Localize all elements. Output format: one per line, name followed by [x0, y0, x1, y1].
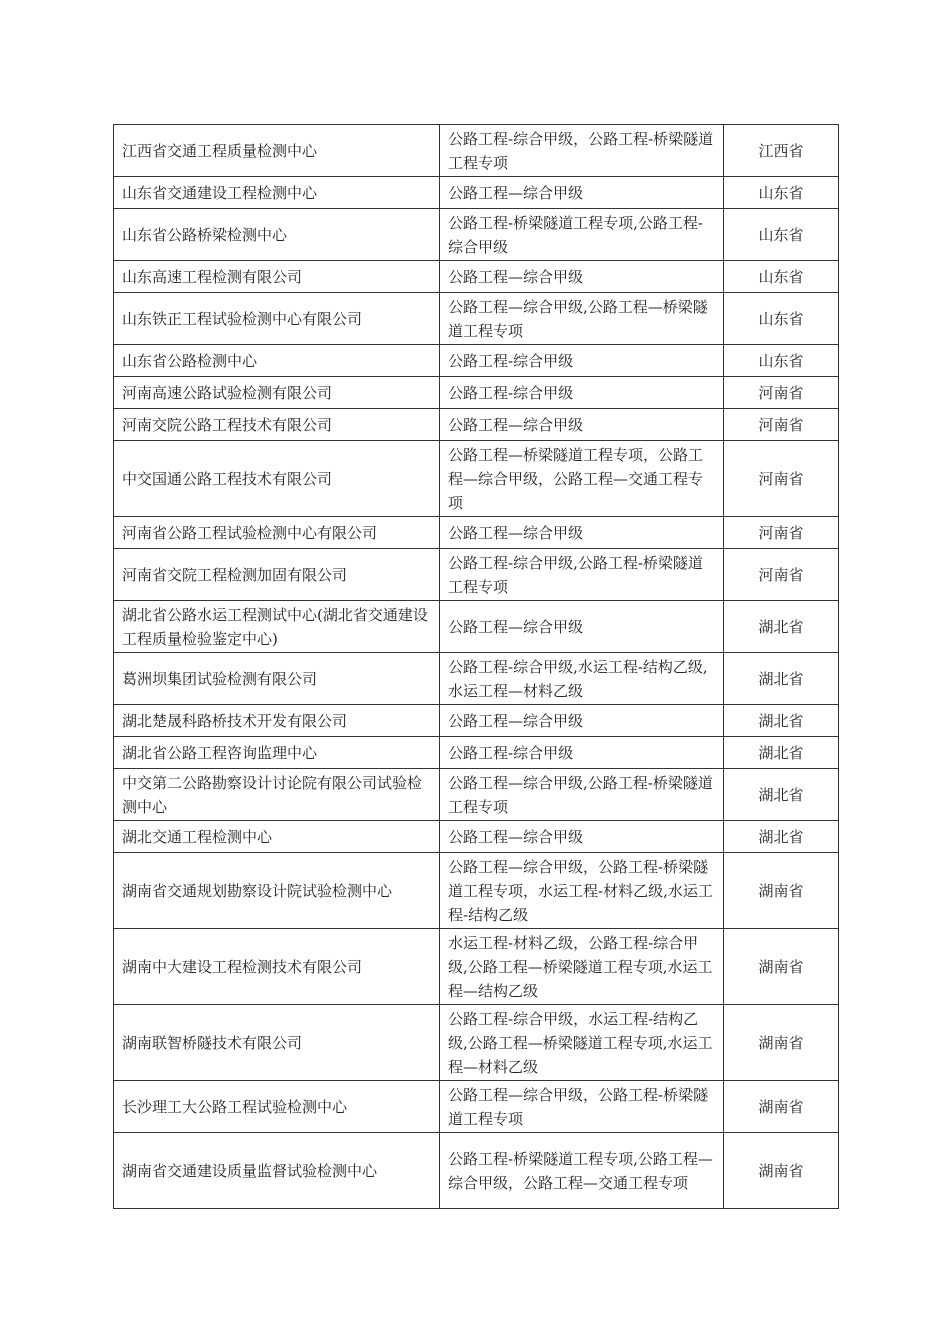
table-row [114, 821, 839, 853]
table-row [114, 441, 839, 517]
table-body [114, 125, 839, 1209]
table-row [114, 653, 839, 705]
province-cell: 河南省 [724, 377, 839, 409]
qualification-cell: 公路工程—综合甲级 [440, 517, 724, 549]
table-row [114, 377, 839, 409]
org-cell: 山东铁正工程试验检测中心有限公司 [114, 293, 440, 345]
org-cell: 湖北交通工程检测中心 [114, 821, 440, 853]
qualification-cell: 公路工程-综合甲级 [440, 345, 724, 377]
org-cell: 中交国通公路工程技术有限公司 [114, 441, 440, 517]
org-cell: 湖北省公路工程咨询监理中心 [114, 737, 440, 769]
org-cell: 葛洲坝集团试验检测有限公司 [114, 653, 440, 705]
province-cell: 湖北省 [724, 737, 839, 769]
table-row [114, 1081, 839, 1133]
qualification-cell: 公路工程-综合甲级 [440, 377, 724, 409]
org-cell: 河南高速公路试验检测有限公司 [114, 377, 440, 409]
qualification-cell: 公路工程—综合甲级 [440, 821, 724, 853]
org-cell: 河南交院公路工程技术有限公司 [114, 409, 440, 441]
org-cell: 山东高速工程检测有限公司 [114, 261, 440, 293]
qualification-cell: 公路工程—综合甲级 [440, 601, 724, 653]
qualification-cell: 公路工程—综合甲级 [440, 409, 724, 441]
table-row [114, 601, 839, 653]
qualification-cell: 公路工程—综合甲级 [440, 705, 724, 737]
table-row [114, 929, 839, 1005]
org-cell: 河南省交院工程检测加固有限公司 [114, 549, 440, 601]
org-cell: 山东省交通建设工程检测中心 [114, 177, 440, 209]
qualification-cell: 公路工程-综合甲级,水运工程-结构乙级,水运工程—材料乙级 [440, 653, 724, 705]
table-row [114, 549, 839, 601]
province-cell: 河南省 [724, 549, 839, 601]
qualification-cell: 公路工程-综合甲级，水运工程-结构乙级,公路工程—桥梁隧道工程专项,水运工程—材料乙级 [440, 1005, 724, 1081]
table-row [114, 853, 839, 929]
province-cell: 湖北省 [724, 821, 839, 853]
qualification-cell: 公路工程-综合甲级 [440, 737, 724, 769]
org-cell: 中交第二公路勘察设计讨论院有限公司试验检测中心 [114, 769, 440, 821]
table-row [114, 293, 839, 345]
province-cell: 山东省 [724, 345, 839, 377]
qualification-cell: 公路工程—综合甲级,公路工程—桥梁隧道工程专项 [440, 293, 724, 345]
table-row [114, 705, 839, 737]
province-cell: 湖南省 [724, 1081, 839, 1133]
qualification-cell: 公路工程-桥梁隧道工程专项,公路工程—综合甲级，公路工程—交通工程专项 [440, 1133, 724, 1209]
province-cell: 山东省 [724, 261, 839, 293]
table-row [114, 261, 839, 293]
qualification-cell: 公路工程—综合甲级，公路工程-桥梁隧道工程专项，水运工程-材料乙级,水运工程-结构乙级 [440, 853, 724, 929]
org-cell: 山东省公路桥梁检测中心 [114, 209, 440, 261]
qualification-cell: 水运工程-材料乙级，公路工程-综合甲级,公路工程—桥梁隧道工程专项,水运工程—结构乙级 [440, 929, 724, 1005]
org-cell: 河南省公路工程试验检测中心有限公司 [114, 517, 440, 549]
table-row [114, 737, 839, 769]
org-cell: 山东省公路检测中心 [114, 345, 440, 377]
province-cell: 湖南省 [724, 853, 839, 929]
province-cell: 江西省 [724, 125, 839, 177]
province-cell: 山东省 [724, 177, 839, 209]
province-cell: 湖北省 [724, 705, 839, 737]
province-cell: 湖南省 [724, 1005, 839, 1081]
table-row [114, 1005, 839, 1081]
org-cell: 湖南中大建设工程检测技术有限公司 [114, 929, 440, 1005]
org-cell: 江西省交通工程质量检测中心 [114, 125, 440, 177]
province-cell: 湖北省 [724, 769, 839, 821]
province-cell: 湖北省 [724, 653, 839, 705]
qualification-cell: 公路工程—综合甲级 [440, 261, 724, 293]
table-row [114, 1133, 839, 1209]
table-row [114, 769, 839, 821]
province-cell: 湖南省 [724, 929, 839, 1005]
qualification-cell: 公路工程—桥梁隧道工程专项，公路工程—综合甲级，公路工程—交通工程专项 [440, 441, 724, 517]
table-row [114, 177, 839, 209]
province-cell: 河南省 [724, 517, 839, 549]
table-row [114, 209, 839, 261]
province-cell: 山东省 [724, 209, 839, 261]
table-row [114, 345, 839, 377]
province-cell: 湖南省 [724, 1133, 839, 1209]
qualification-cell: 公路工程—综合甲级，公路工程-桥梁隧道工程专项 [440, 1081, 724, 1133]
qualification-cell: 公路工程-综合甲级，公路工程-桥梁隧道工程专项 [440, 125, 724, 177]
qualification-cell: 公路工程-综合甲级,公路工程-桥梁隧道工程专项 [440, 549, 724, 601]
province-cell: 山东省 [724, 293, 839, 345]
org-cell: 长沙理工大公路工程试验检测中心 [114, 1081, 440, 1133]
qualification-cell: 公路工程-桥梁隧道工程专项,公路工程-综合甲级 [440, 209, 724, 261]
table-row [114, 517, 839, 549]
org-cell: 湖北楚晟科路桥技术开发有限公司 [114, 705, 440, 737]
org-cell: 湖南省交通规划勘察设计院试验检测中心 [114, 853, 440, 929]
province-cell: 河南省 [724, 409, 839, 441]
table-row [114, 125, 839, 177]
province-cell: 河南省 [724, 441, 839, 517]
org-cell: 湖南联智桥隧技术有限公司 [114, 1005, 440, 1081]
qualification-cell: 公路工程—综合甲级,公路工程-桥梁隧道工程专项 [440, 769, 724, 821]
province-cell: 湖北省 [724, 601, 839, 653]
qualification-table [113, 124, 839, 1209]
org-cell: 湖南省交通建设质量监督试验检测中心 [114, 1133, 440, 1209]
qualification-cell: 公路工程—综合甲级 [440, 177, 724, 209]
table-row [114, 409, 839, 441]
org-cell: 湖北省公路水运工程测试中心(湖北省交通建设工程质量检验鉴定中心) [114, 601, 440, 653]
